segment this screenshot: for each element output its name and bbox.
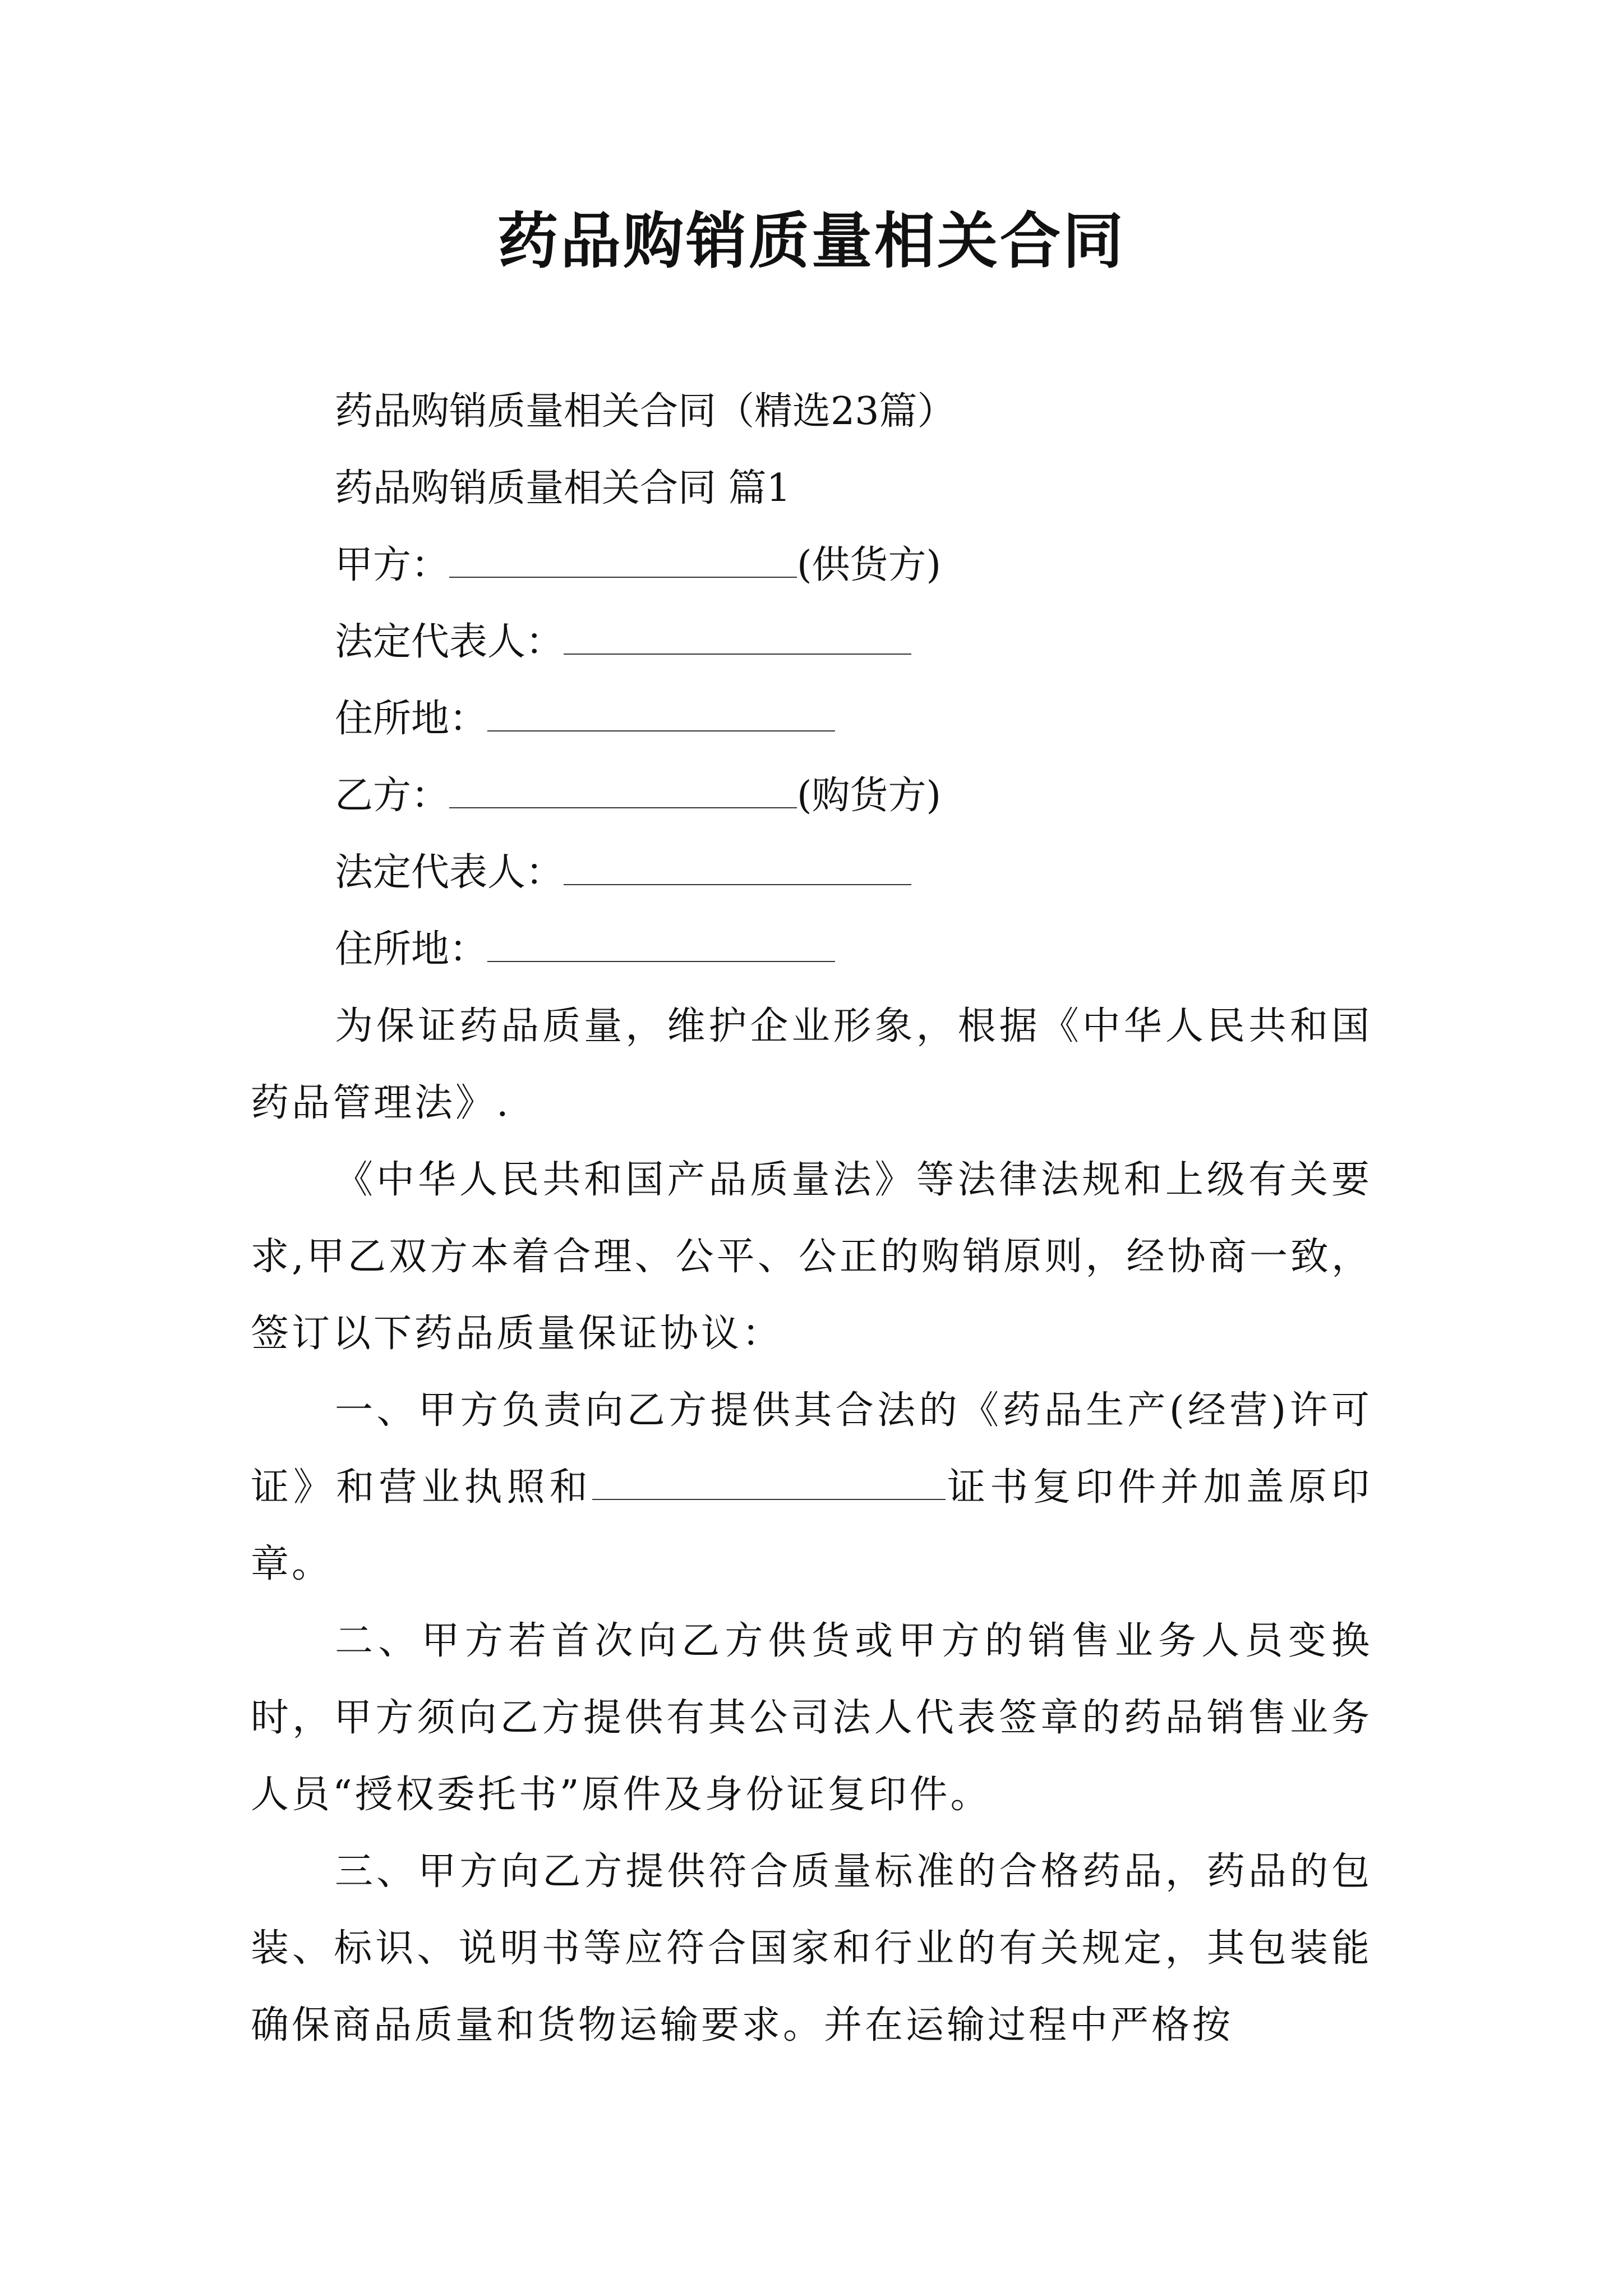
chapter-heading: 药品购销质量相关合同 篇1 [335, 466, 791, 510]
party-a-address-blank[interactable] [487, 699, 835, 731]
document-title: 药品购销质量相关合同 [497, 206, 1126, 277]
certificate-name-blank[interactable] [592, 1467, 946, 1500]
clause-1-text-after: 证书复印件并加盖原印章。 [251, 1465, 1372, 1586]
party-b-legal-rep-blank[interactable] [564, 853, 911, 885]
paragraph-clause-2: 二、甲方若首次向乙方供货或甲方的销售业务人员变换时，甲方须向乙方提供有其公司法人代表签章的药品销售业务人员“授权委托书”原件及身份证复印件。 [251, 1619, 1372, 1817]
party-a-legal-rep-line [251, 604, 1372, 680]
party-a-name-blank[interactable] [449, 545, 797, 578]
clause-1-text-before: 一、甲方负责向乙方提供其合法的《药品生产(经营)许可证》和营业执照和 [251, 1388, 1372, 1510]
party-a-line [251, 527, 1372, 604]
paragraph-legal-basis: 《中华人民共和国产品质量法》等法律法规和上级有关要求,甲乙双方本着合理、公平、公正的购销原则，经协商一致，签订以下药品质量保证协议： [251, 1158, 1372, 1356]
party-a-legal-rep-blank[interactable] [564, 622, 911, 655]
party-a-address-label: 住所地： [335, 697, 488, 741]
party-b-line [251, 757, 1372, 834]
party-b-role: (购货方) [797, 774, 942, 818]
party-a-address-line [251, 680, 1372, 757]
paragraph-clause-1 [251, 1372, 1372, 1603]
party-b-label: 乙方： [335, 774, 450, 818]
party-a-legal-rep-label: 法定代表人： [335, 620, 564, 664]
paragraph-purpose: 为保证药品质量，维护企业形象，根据《中华人民共和国药品管理法》. [251, 1004, 1372, 1125]
party-b-legal-rep-label: 法定代表人： [335, 850, 564, 895]
party-a-label: 甲方： [335, 543, 450, 587]
party-b-address-label: 住所地： [335, 927, 488, 972]
party-b-address-line [251, 911, 1372, 988]
party-a-role: (供货方) [797, 543, 942, 587]
party-b-name-blank[interactable] [449, 776, 797, 808]
document-body [251, 373, 1372, 2064]
party-b-address-blank[interactable] [487, 930, 835, 962]
paragraph-clause-3: 三、甲方向乙方提供符合质量标准的合格药品，药品的包装、标识、说明书等应符合国家和行业的有关规定，其包装能确保商品质量和货物运输要求。并在运输过程中严格按 [251, 1849, 1372, 2047]
party-b-legal-rep-line [251, 834, 1372, 911]
contract-subtitle: 药品购销质量相关合同（精选23篇） [335, 389, 956, 434]
